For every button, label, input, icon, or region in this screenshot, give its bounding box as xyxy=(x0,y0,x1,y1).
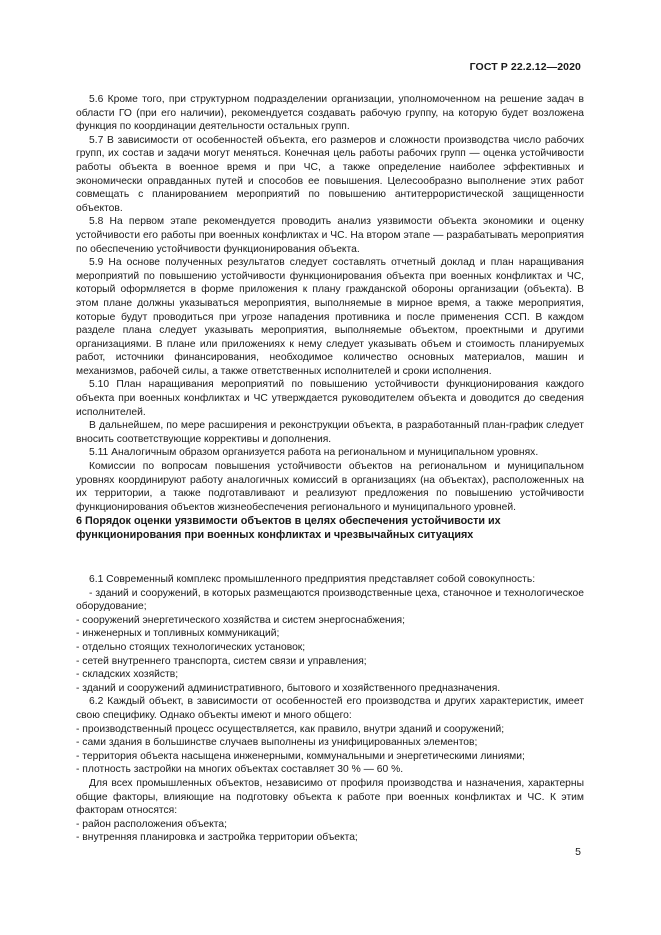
paragraph-5-6: 5.6 Кроме того, при структурном подразделении организации, уполномоченном на решение задач в области ГО (при его наличии), рекомендуется создавать рабочую группу, на которую будет возложена функция по координации деятельности остальных групп. xyxy=(76,94,584,133)
body-text-clause-6 xyxy=(76,573,584,845)
clause-6-line: - сооружений энергетического хозяйства и систем энергоснабжения; xyxy=(76,614,405,626)
paragraph-5-11: 5.11 Аналогичным образом организуется работа на региональном и муниципальном уровнях. xyxy=(89,447,539,459)
clause-6-line: Для всех промышленных объектов, независимо от профиля производства и назначения, характерны общие факторы, влияющие на подготовку объекта к работе при военных конфликтах и ЧС. К этим факторам относятся: xyxy=(76,777,584,817)
clause-6-line: - складских хозяйств; xyxy=(76,669,179,681)
page-number: 5 xyxy=(575,846,581,858)
clause-6-line: - сетей внутреннего транспорта, систем связи и управления; xyxy=(76,655,367,667)
clause-6-line: - инженерных и топливных коммуникаций; xyxy=(76,628,280,640)
clause-6-line: - зданий и сооружений административного, бытового и хозяйственного предназначения. xyxy=(76,682,501,694)
clause-6-line: - сами здания в большинстве случаев выполнены из унифицированных элементов; xyxy=(76,737,478,749)
clause-6-line: - территория объекта насыщена инженерными, коммунальными и энергетическими линиями; xyxy=(76,750,525,762)
section-6-heading: 6 Порядок оценки уязвимости объектов в целях обеспечения устойчивости их функционирования при военных конфликтах и чрезвычайных ситуациях xyxy=(76,515,501,542)
clause-6-line: - плотность застройки на многих объектах составляет 30 % — 60 %. xyxy=(76,764,404,776)
clause-6-line: 6.1 Современный комплекс промышленного предприятия представляет собой совокупность: xyxy=(89,574,536,585)
paragraph-5-10-continued: В дальнейшем, по мере расширения и реконструкции объекта, в разработанный план-график следует вносить соответствующие коррективы и дополнения. xyxy=(76,420,584,445)
clause-6-line: 6.2 Каждый объект, в зависимости от особенностей его производства и других характеристик, имеет свою специфику. Однако объекты имеют и много общего: xyxy=(76,696,584,721)
document-id-header: ГОСТ Р 22.2.12—2020 xyxy=(469,61,581,73)
paragraph-5-10: 5.10 План наращивания мероприятий по повышению устойчивости функционирования каждого объекта при военных конфликтах и ЧС утверждается руководителем объекта и доводится до сведения исполнителей. xyxy=(76,379,584,418)
clause-6-line: - производственный процесс осуществляется, как правило, внутри зданий и сооружений; xyxy=(76,723,505,735)
clause-6-line: - отдельно стоящих технологических установок; xyxy=(76,641,306,653)
paragraph-5-7: 5.7 В зависимости от особенностей объекта, его размеров и сложности производства число рабочих групп, их состав и задачи могут меняться. Конечная цель работы рабочих групп — оценка устойчивости работы объекта в военное время и при ЧС, а также определение наиболее эффективных и экономически оправданных путей и способов ее повышения. Целесообразно выполнение этих работ совмещать с планированием мероприятий по повышению антитеррористической защищенности объектов. xyxy=(76,134,584,214)
clause-6-line: - район расположения объекта; xyxy=(76,818,227,830)
paragraph-5-8: 5.8 На первом этапе рекомендуется проводить анализ уязвимости объекта экономики и оценку устойчивости его работы при военных конфликтах и ЧС. На втором этапе — разрабатывать мероприятия по обеспечению устойчивости функционирования объекта. xyxy=(76,216,584,255)
clause-6-line: - внутренняя планировка и застройка территории объекта; xyxy=(76,832,358,844)
paragraph-5-11-continued: Комиссии по вопросам повышения устойчивости объектов на региональном и муниципальном уровнях координируют работу аналогичных комиссий в организациях (на объектах), расположенных на их территории, а также подготавливают и реализуют предложения по повышению устойчивости функционирования объектов жизнеобеспечения регионального и муниципального уровней. xyxy=(76,461,584,513)
body-text-clause-5 xyxy=(76,93,584,514)
paragraph-5-9: 5.9 На основе полученных результатов следует составлять отчетный доклад и план наращивания мероприятий по повышению устойчивости функционирования объекта при военных конфликтах и ЧС, который оформляется в форме приложения к плану гражданской обороны организации (объекта). В этом плане должны указываться мероприятия, выполняемые в мирное время, а также мероприятия, которые будут проводиться при угрозе нападения противника и после применения ССП. В каждом разделе плана следует указывать мероприятия, выполняемые объектом, проектными и другими организациями. В плане или приложениях к нему следует указывать объем и стоимость планируемых работ, источники финансирования, необходимое количество основных материалов, машин и механизмов, рабочей силы, а также ответственных исполнителей и сроки исполнения. xyxy=(76,257,584,377)
clause-6-line: - зданий и сооружений, в которых размещаются производственные цеха, станочное и технологическое оборудование; xyxy=(76,587,584,613)
